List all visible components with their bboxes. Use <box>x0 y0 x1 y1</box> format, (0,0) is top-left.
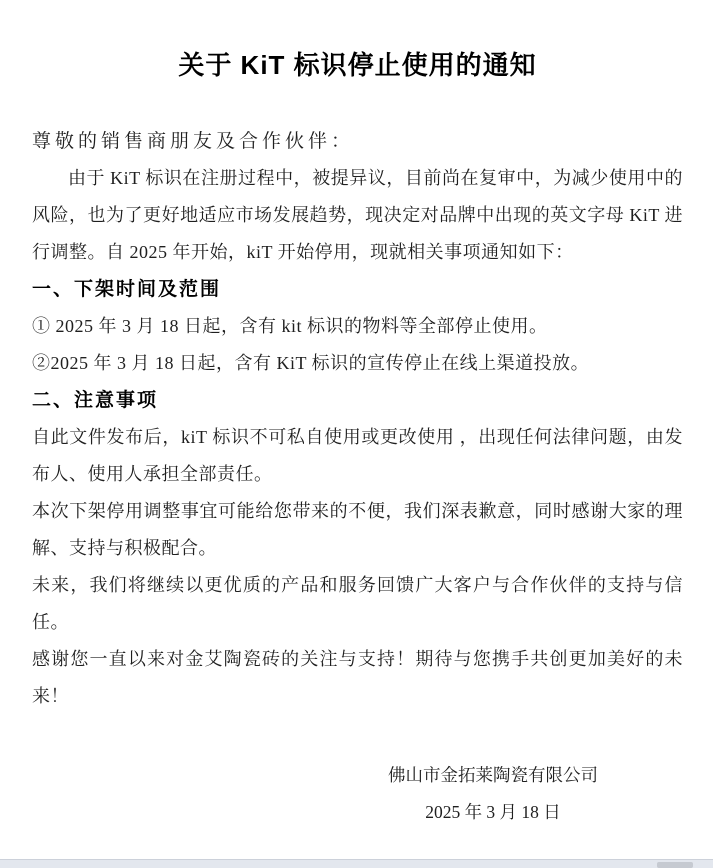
signature-block <box>388 757 598 831</box>
section2-paragraph-3: 未来，我们将继续以更优质的产品和服务回馈广大客户与合作伙伴的支持与信任。 <box>32 575 683 632</box>
signature-date: 2025 年 3 月 18 日 <box>425 802 561 822</box>
section2-paragraph-1: 自此文件发布后，kiT 标识不可私自使用或更改使用 ，出现任何法律问题，由发布人、使用人承担全部责任。 <box>32 427 683 484</box>
section2-heading: 二、注意事项 <box>32 390 159 411</box>
section2-paragraph-2: 本次下架停用调整事宜可能给您带来的不便，我们深表歉意，同时感谢大家的理解、支持与积极配合。 <box>32 501 683 558</box>
salutation: 尊敬的销售商朋友及合作伙伴： <box>32 131 355 152</box>
intro-paragraph: 由于 KiT 标识在注册过程中，被提异议，目前尚在复审中，为减少使用中的风险，也为了更好地适应市场发展趋势，现决定对品牌中出现的英文字母 KiT 进行调整。自 2025 年开始，kiT 开始停用，现就相关事项通知如下： <box>32 168 683 262</box>
section1-heading: 一、下架时间及范围 <box>32 279 222 300</box>
taskbar-sliver <box>657 862 693 868</box>
page-title: 关于 KiT 标识停止使用的通知 <box>178 50 537 80</box>
window-bottom-edge <box>0 859 713 868</box>
company-name: 佛山市金拓莱陶瓷有限公司 <box>388 765 598 785</box>
section2-paragraph-4: 感谢您一直以来对金艾陶瓷砖的关注与支持！期待与您携手共创更加美好的未来！ <box>32 649 683 706</box>
section1-item-2: ②2025 年 3 月 18 日起，含有 KiT 标识的宣传停止在线上渠道投放。 <box>32 353 590 373</box>
section1-item-1: ① 2025 年 3 月 18 日起，含有 kit 标识的物料等全部停止使用。 <box>32 316 548 336</box>
